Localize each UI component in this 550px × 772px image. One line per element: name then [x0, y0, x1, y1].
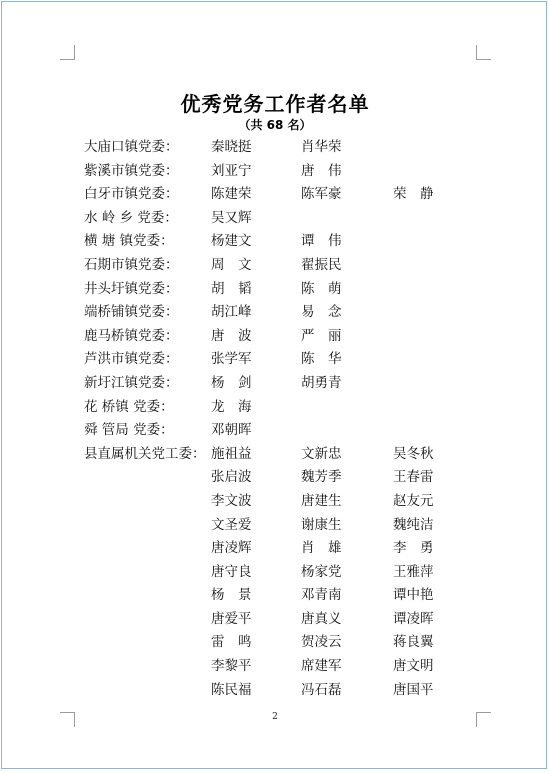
person-name: 唐凌辉: [211, 540, 252, 557]
unit-label: 紫溪市镇党委：: [84, 162, 179, 179]
person-name: 李 勇: [393, 540, 434, 557]
unit-label: 石期市镇党委：: [84, 256, 179, 273]
unit-label: 水 岭 乡 党委：: [84, 209, 178, 226]
person-name: 唐 波: [211, 327, 252, 344]
unit-label: 井头圩镇党委：: [84, 280, 179, 297]
list-row: [84, 466, 464, 490]
unit-label: 横 塘 镇党委：: [84, 233, 174, 250]
list-row: [84, 655, 464, 679]
person-name: 谭凌晖: [393, 610, 434, 627]
person-name: 荣 静: [393, 186, 434, 203]
person-name: 文新忠: [301, 445, 342, 462]
person-name: 陈 萌: [301, 280, 342, 297]
unit-label: 白牙市镇党委：: [84, 186, 179, 203]
person-name: 胡江峰: [211, 304, 252, 321]
person-name: 赵友元: [393, 492, 434, 509]
person-name: 刘亚宁: [211, 162, 252, 179]
person-name: 杨 景: [211, 587, 252, 604]
person-name: 唐国平: [393, 681, 434, 698]
person-name: 冯石磊: [301, 681, 342, 698]
honoree-list: [84, 136, 464, 702]
list-row: [84, 537, 464, 561]
person-name: 唐文明: [393, 658, 434, 675]
list-row: [84, 608, 464, 632]
person-name: 文圣爱: [211, 516, 252, 533]
unit-label: 新圩江镇党委：: [84, 374, 179, 391]
person-name: 李文波: [211, 492, 252, 509]
list-row: [84, 679, 464, 703]
person-name: 谢康生: [301, 516, 342, 533]
list-row: [84, 584, 464, 608]
person-name: 周 文: [211, 256, 252, 273]
list-row: [84, 278, 464, 302]
person-name: 陈民福: [211, 681, 252, 698]
list-row: [84, 372, 464, 396]
unit-label: 芦洪市镇党委：: [84, 351, 179, 368]
person-name: 邓青南: [301, 587, 342, 604]
person-name: 唐守良: [211, 563, 252, 580]
page-number: 2: [272, 712, 278, 722]
person-name: 肖华荣: [301, 139, 342, 155]
list-row: [84, 254, 464, 278]
list-row: [84, 396, 464, 420]
person-name: 胡勇青: [301, 374, 342, 391]
person-name: 贺凌云: [301, 634, 342, 651]
unit-label: 端桥铺镇党委：: [84, 304, 179, 321]
person-name: 魏芳季: [301, 469, 342, 486]
list-row: [84, 230, 464, 254]
person-name: 杨家党: [301, 563, 342, 580]
person-name: 王春雷: [393, 469, 434, 486]
unit-label: 大庙口镇党委：: [84, 139, 179, 155]
list-row: [84, 443, 464, 467]
person-name: 陈 华: [301, 351, 342, 368]
person-name: 魏纯洁: [393, 516, 434, 533]
person-name: 胡 韬: [211, 280, 252, 297]
person-name: 蒋良翼: [393, 634, 434, 651]
person-name: 张学军: [211, 351, 252, 368]
person-name: 肖 雄: [301, 540, 342, 557]
person-name: 邓朝晖: [211, 422, 252, 439]
list-row: [84, 419, 464, 443]
crop-mark-top-right: [476, 45, 491, 60]
list-row: [84, 490, 464, 514]
person-name: 张启波: [211, 469, 252, 486]
list-row: [84, 136, 464, 160]
list-row: [84, 514, 464, 538]
list-row: [84, 631, 464, 655]
person-name: 翟振民: [301, 256, 342, 273]
person-name: 李黎平: [211, 658, 252, 675]
person-name: 王雅萍: [393, 563, 434, 580]
person-name: 雷 鸣: [211, 634, 252, 651]
person-name: 席建军: [301, 658, 342, 675]
person-name: 吴冬秋: [393, 445, 434, 462]
list-row: [84, 561, 464, 585]
list-row: [84, 325, 464, 349]
person-name: 谭 伟: [301, 233, 342, 250]
list-row: [84, 183, 464, 207]
unit-label: 鹿马桥镇党委：: [84, 327, 179, 344]
list-row: [84, 207, 464, 231]
unit-label: 花 桥镇 党委：: [84, 398, 174, 415]
person-name: 谭中艳: [393, 587, 434, 604]
person-name: 唐建生: [301, 492, 342, 509]
person-name: 陈建荣: [211, 186, 252, 203]
person-name: 施祖益: [211, 445, 252, 462]
person-name: 杨建文: [211, 233, 252, 250]
person-name: 严 丽: [301, 327, 342, 344]
unit-label: 县直属机关党工委：: [84, 445, 206, 462]
person-name: 唐爱平: [211, 610, 252, 627]
document-subtitle: （共 68 名）: [238, 118, 312, 132]
person-name: 龙 海: [211, 398, 252, 415]
list-row: [84, 348, 464, 372]
unit-label: 舜 管局 党委：: [84, 422, 174, 439]
person-name: 唐真义: [301, 610, 342, 627]
person-name: 易 念: [301, 304, 342, 321]
person-name: 吴又辉: [211, 209, 252, 226]
person-name: 秦晓挺: [211, 139, 252, 155]
person-name: 唐 伟: [301, 162, 342, 179]
list-row: [84, 301, 464, 325]
person-name: 陈军豪: [301, 186, 342, 203]
list-row: [84, 160, 464, 184]
document-title: 优秀党务工作者名单: [180, 92, 370, 116]
crop-mark-top-left: [60, 45, 75, 60]
person-name: 杨 剑: [211, 374, 252, 391]
